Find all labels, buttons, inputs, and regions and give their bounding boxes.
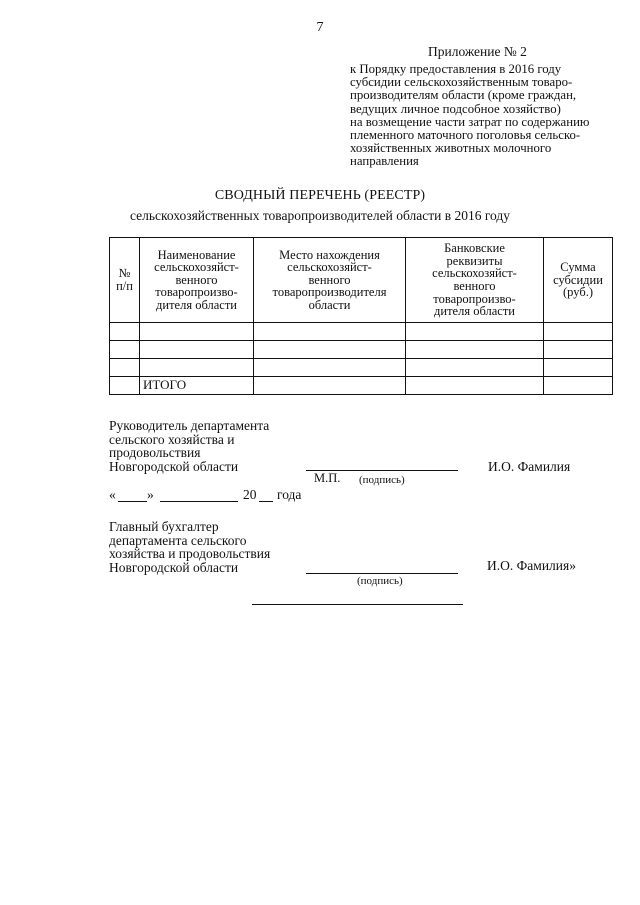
signature2-position: Главный бухгалтер департамента сельского хозяйства и продовольствия Новгородской области — [109, 519, 271, 575]
date-day-line — [118, 501, 147, 502]
appendix-line: производителям области (кроме граждан, — [350, 88, 577, 103]
date-year-line — [259, 501, 273, 502]
signature2-caption: (подпись) — [357, 575, 403, 587]
signature1-caption: (подпись) — [359, 474, 405, 486]
appendix-line: хозяйственных животных молочного — [350, 141, 552, 156]
signature1-position: Руководитель департамента сельского хозяйства и продовольствия Новгородской области — [109, 418, 270, 474]
header-producer-name: Наименование сельскохозяйст- венного товаропроизво- дителя области — [140, 238, 254, 323]
table-row — [110, 341, 613, 359]
signature1-name: И.О. Фамилия — [488, 459, 571, 474]
appendix-title: Приложение № 2 — [428, 44, 527, 59]
header-bank-details: Банковские реквизиты сельскохозяйст- венного товаропроизво- дителя области — [406, 238, 544, 323]
appendix-line: направления — [350, 154, 419, 169]
closing-divider — [252, 604, 463, 605]
total-label: ИТОГО — [140, 377, 254, 395]
appendix-description — [350, 63, 620, 169]
appendix-line: на возмещение части затрат по содержанию — [350, 114, 590, 129]
date-month-line — [160, 501, 238, 502]
header-location: Место нахождения сельскохозяйст- венного товаропроизводителя области — [254, 238, 406, 323]
header-number: № п/п — [110, 238, 140, 323]
date-year: 20 — [243, 487, 257, 502]
seal-mark: М.П. — [314, 471, 341, 485]
table-row — [110, 323, 613, 341]
appendix-line: субсидии сельскохозяйственным товаро- — [350, 75, 573, 90]
table-header-row — [110, 238, 613, 323]
register-table — [109, 237, 613, 395]
date-open-quote: « — [109, 487, 116, 502]
page-number: 7 — [316, 20, 324, 35]
signature2-name: И.О. Фамилия» — [487, 558, 576, 573]
table-total-row — [110, 377, 613, 395]
date-suffix: года — [277, 487, 302, 502]
register-title: СВОДНЫЙ ПЕРЕЧЕНЬ (РЕЕСТР) — [214, 188, 426, 203]
date-close-quote: » — [147, 487, 154, 502]
signature2-line — [306, 573, 458, 574]
appendix-line: племенного маточного поголовья сельско- — [350, 128, 581, 143]
header-subsidy-amount: Сумма субсидии (руб.) — [544, 238, 613, 323]
appendix-line: к Порядку предоставления в 2016 году — [350, 62, 562, 76]
register-subtitle: сельскохозяйственных товаропроизводителей области в 2016 году — [129, 208, 511, 223]
table-row — [110, 359, 613, 377]
appendix-line: ведущих личное подсобное хозяйство) — [350, 101, 561, 116]
